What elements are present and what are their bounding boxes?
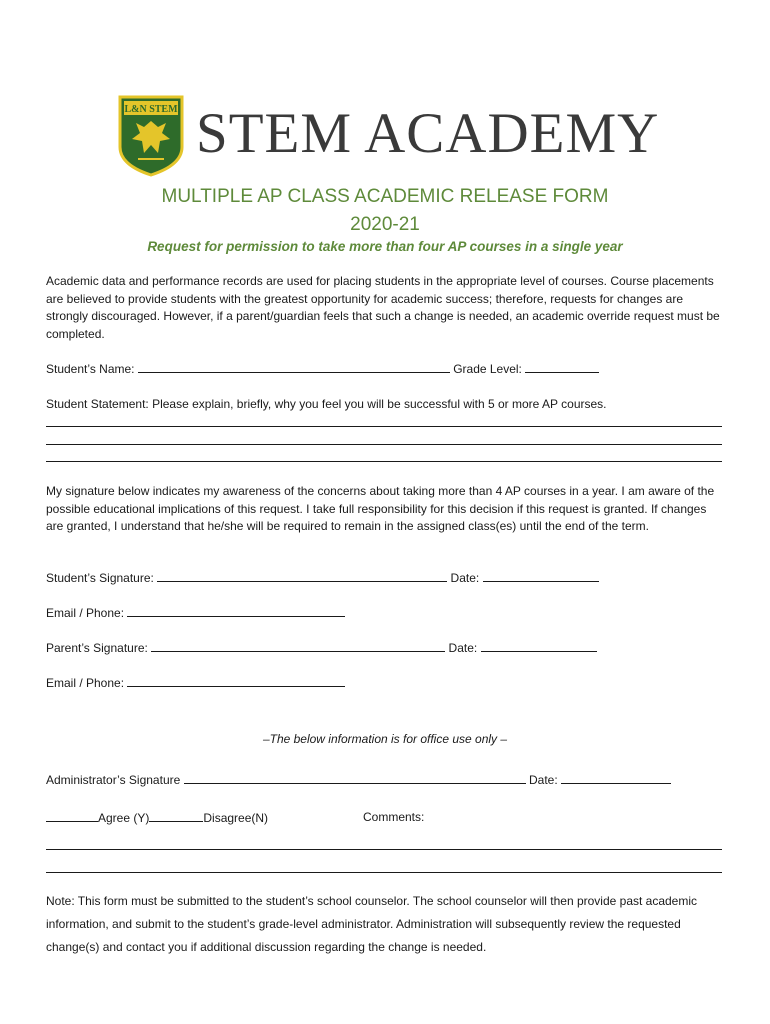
grade-level-field[interactable]: [525, 360, 599, 373]
acknowledgement-paragraph: My signature below indicates my awareness of the concerns about taking more than 4 AP courses in a year. I am aware of the possible educational implications of this request. I take full responsibility for this decision if this request is granted. If changes are granted, I understand that he/she will be required to remain in the assigned class(es) until the end of the term.: [46, 484, 715, 533]
student-name-field[interactable]: [138, 360, 450, 373]
agree-field[interactable]: [46, 809, 98, 822]
form-year: 2020-21: [350, 214, 420, 235]
logo-header: [118, 95, 678, 177]
parent-signature-label: Parent’s Signature:: [46, 641, 148, 655]
student-name-row: [46, 360, 599, 378]
statement-line-2[interactable]: [46, 444, 722, 445]
logo-text: L&N STEM: [124, 104, 178, 115]
decision-row: [46, 809, 268, 827]
statement-label: Student Statement: Please explain, briefly, why you feel you will be successful with 5 or more AP courses.: [46, 397, 607, 411]
comments-line-1[interactable]: [46, 849, 722, 850]
intro-paragraph: Academic data and performance records are used for placing students in the appropriate level of courses. Course placements are believed to provide students with the greatest opportunity for academic success; therefore, requests for changes are strongly discouraged. However, if a parent/guardian feels that such a change is needed, an academic override request must be completed.: [46, 274, 720, 341]
parent-email-row: [46, 674, 345, 692]
student-email-field[interactable]: [127, 604, 345, 617]
student-email-label: Email / Phone:: [46, 606, 125, 620]
statement-line-1[interactable]: [46, 426, 722, 427]
form-title: MULTIPLE AP CLASS ACADEMIC RELEASE FORM: [161, 186, 609, 207]
agree-label: Agree (Y): [98, 811, 150, 825]
submission-note: Note: This form must be submitted to the student’s school counselor. The school counselor will then provide past academic information, and submit to the student’s grade-level administrator. Administration will subsequently review the requested change(s) and contact you if additional discussion regarding the change is needed.: [46, 894, 698, 954]
student-signature-row: [46, 569, 599, 587]
admin-signature-row: [46, 771, 671, 789]
admin-date-label: Date:: [528, 773, 558, 787]
student-signature-field[interactable]: [157, 569, 447, 582]
shield-logo-icon: [118, 95, 184, 177]
disagree-label: Disagree(N): [203, 811, 269, 825]
student-signature-label: Student’s Signature:: [46, 571, 154, 585]
admin-signature-field[interactable]: [184, 771, 526, 784]
comments-label: Comments:: [363, 810, 425, 824]
statement-line-3[interactable]: [46, 461, 722, 462]
comments-line-2[interactable]: [46, 872, 722, 873]
student-name-label: Student’s Name:: [46, 362, 135, 376]
grade-level-label: Grade Level:: [453, 362, 522, 376]
parent-signature-field[interactable]: [151, 639, 445, 652]
student-date-field[interactable]: [483, 569, 599, 582]
form-subtitle: Request for permission to take more than four AP courses in a single year: [147, 239, 623, 254]
parent-signature-row: [46, 639, 597, 657]
admin-signature-label: Administrator’s Signature: [46, 773, 181, 787]
admin-date-field[interactable]: [561, 771, 671, 784]
student-date-label: Date:: [450, 571, 480, 585]
parent-email-label: Email / Phone:: [46, 676, 125, 690]
office-use-note: –The below information is for office use only –: [262, 732, 508, 746]
parent-date-field[interactable]: [481, 639, 597, 652]
disagree-field[interactable]: [149, 809, 203, 822]
parent-date-label: Date:: [448, 641, 478, 655]
school-wordmark: STEM ACADEMY: [196, 102, 660, 165]
student-email-row: [46, 604, 345, 622]
parent-email-field[interactable]: [127, 674, 345, 687]
